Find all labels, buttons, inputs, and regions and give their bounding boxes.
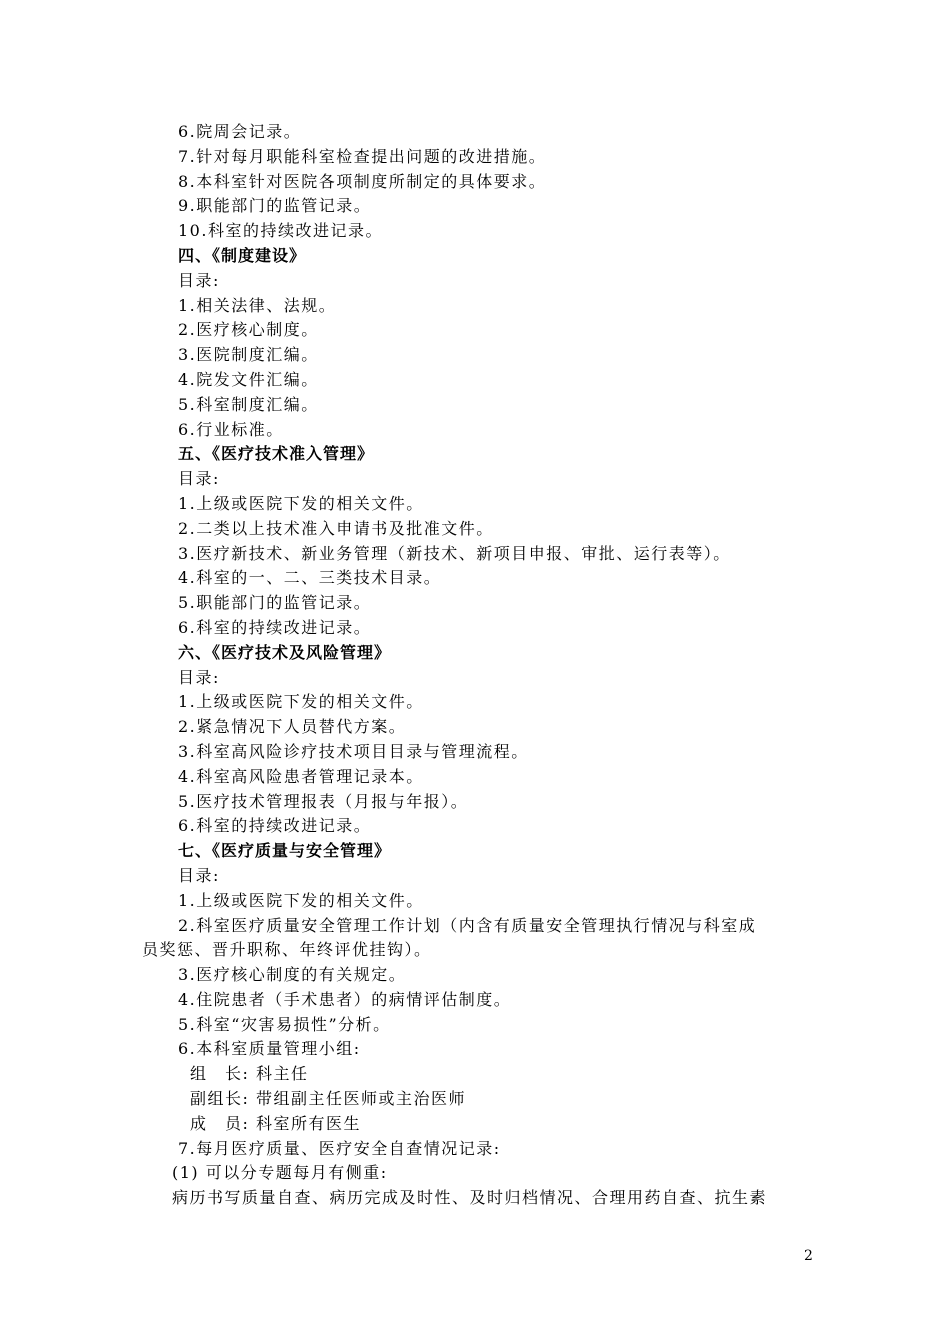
page-number: 2	[804, 1248, 813, 1264]
text-line: 2.科室医疗质量安全管理工作计划（内含有质量安全管理执行情况与科室成	[178, 915, 757, 935]
text-line: 成 员: 科室所有医生	[190, 1113, 361, 1133]
text-line: 3.科室高风险诊疗技术项目目录与管理流程。	[178, 741, 529, 761]
text-line: (1) 可以分专题每月有侧重:	[172, 1163, 388, 1183]
document-body	[142, 120, 812, 1211]
text-line: 8.本科室针对医院各项制度所制定的具体要求。	[178, 171, 547, 191]
text-line: 5.科室“灾害易损性”分析。	[178, 1014, 391, 1034]
text-line: 5.科室制度汇编。	[178, 394, 319, 414]
text-line: 1.上级或医院下发的相关文件。	[178, 493, 424, 513]
text-line: 3.医疗核心制度的有关规定。	[178, 965, 407, 985]
text-line: 目录:	[178, 469, 220, 489]
text-line: 组 长: 科主任	[190, 1064, 309, 1084]
text-line: 2.医疗核心制度。	[178, 320, 319, 340]
text-line: 4.科室高风险患者管理记录本。	[178, 766, 424, 786]
text-line: 7.针对每月职能科室检查提出问题的改进措施。	[178, 146, 547, 166]
text-line: 3.医疗新技术、新业务管理（新技术、新项目申报、审批、运行表等）。	[178, 543, 731, 563]
section-heading: 五、《医疗技术准入管理》	[178, 444, 375, 464]
text-line: 目录:	[178, 865, 220, 885]
text-line: 病历书写质量自查、病历完成及时性、及时归档情况、合理用药自查、抗生素	[172, 1188, 768, 1208]
text-line: 5.医疗技术管理报表（月报与年报）。	[178, 791, 469, 811]
text-line: 1.相关法律、法规。	[178, 295, 337, 315]
text-line: 目录:	[178, 270, 220, 290]
text-line: 4.科室的一、二、三类技术目录。	[178, 568, 442, 588]
text-line: 2.二类以上技术准入申请书及批准文件。	[178, 518, 494, 538]
text-line: 副组长: 带组副主任医师或主治医师	[190, 1089, 466, 1109]
text-line: 9.职能部门的监管记录。	[178, 196, 372, 216]
text-line: 目录:	[178, 667, 220, 687]
text-line: 1.上级或医院下发的相关文件。	[178, 890, 424, 910]
text-line: 6.科室的持续改进记录。	[178, 617, 372, 637]
section-heading: 六、《医疗技术及风险管理》	[178, 642, 392, 662]
text-line: 6.院周会记录。	[178, 122, 302, 141]
text-line: 4.住院患者（手术患者）的病情评估制度。	[178, 989, 512, 1009]
text-line: 3.医院制度汇编。	[178, 345, 319, 365]
text-line: 6.科室的持续改进记录。	[178, 816, 372, 836]
section-heading: 七、《医疗质量与安全管理》	[178, 841, 392, 861]
text-line: 员奖惩、晋升职称、年终评优挂钩）。	[142, 940, 432, 960]
text-line: 10.科室的持续改进记录。	[178, 221, 383, 241]
section-heading: 四、《制度建设》	[178, 245, 307, 265]
text-line: 7.每月医疗质量、医疗安全自查情况记录:	[178, 1138, 501, 1158]
text-line: 4.院发文件汇编。	[178, 369, 319, 389]
text-line: 6.行业标准。	[178, 419, 284, 439]
text-line: 6.本科室质量管理小组:	[178, 1039, 361, 1059]
text-line: 2.紧急情况下人员替代方案。	[178, 717, 407, 737]
text-line: 1.上级或医院下发的相关文件。	[178, 692, 424, 712]
text-line: 5.职能部门的监管记录。	[178, 593, 372, 613]
